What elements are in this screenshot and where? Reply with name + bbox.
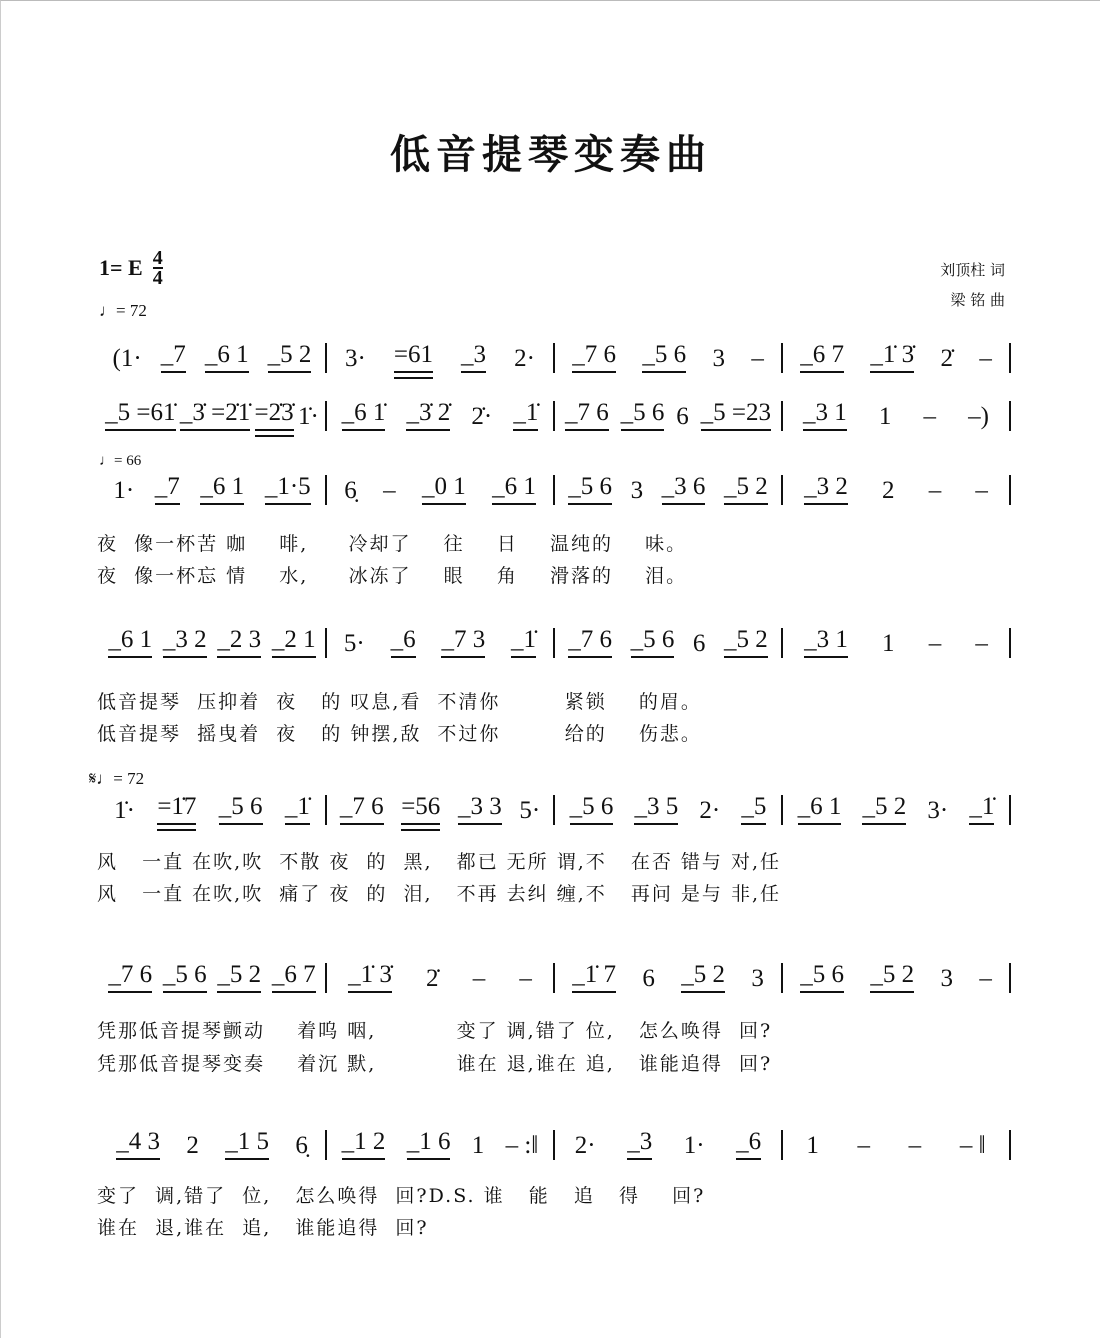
note-group: =56 (401, 793, 440, 825)
bar-line (1009, 1130, 1011, 1160)
measure (783, 399, 1009, 431)
note-group: – (928, 477, 942, 504)
bar-line (1009, 343, 1011, 373)
measure (327, 793, 553, 825)
note-group: =2̇3̇ (255, 399, 294, 431)
bar-line (1009, 795, 1011, 825)
notation-system (99, 1128, 1011, 1160)
note-group: _3 2 (804, 473, 848, 505)
note-group: _6 7 (272, 961, 316, 993)
measure (555, 341, 781, 373)
note-group: 1 (471, 1132, 485, 1159)
lyric-line: 夜 像一杯苦 咖 啡, 冷却了 往 日 温纯的 味。 (97, 533, 688, 555)
note-group: _5 6 (163, 961, 207, 993)
bar-line (1009, 475, 1011, 505)
note-group: _7 3 (441, 626, 485, 658)
notation-system (99, 341, 1011, 373)
note-group: _7 (161, 341, 186, 373)
note-group: –) (968, 403, 989, 430)
tempo-marking: ♩= 66 (99, 453, 142, 469)
note-group: _5 2 (724, 626, 768, 658)
note-group: _5 2 (217, 961, 261, 993)
note-group: _0 1 (422, 473, 466, 505)
note-group: 5· (519, 797, 541, 824)
note-group: 1̇· (297, 403, 319, 430)
note-group: – (472, 965, 486, 992)
note-group: 1 (806, 1132, 819, 1159)
note-group: _2 1 (272, 626, 316, 658)
note-group: _6 (736, 1128, 761, 1160)
note-group: _5 6 (219, 793, 263, 825)
note-group: _1̇ (511, 626, 536, 658)
note-group: _2 3 (217, 626, 261, 658)
measure (99, 399, 325, 431)
notation-system (99, 626, 1011, 658)
note-group: _5 6 (568, 473, 612, 505)
note-group: _1̇ (513, 399, 538, 431)
note-group: _1̇ 3̇ (870, 341, 914, 373)
note-group: 2· (699, 797, 721, 824)
measure (327, 626, 553, 658)
notation-system (99, 961, 1011, 993)
note-group: _5 2 (268, 341, 312, 373)
note-group: – (979, 345, 992, 372)
note-group: _1·5 (265, 473, 311, 505)
measure (99, 793, 325, 825)
note-group: _3̇ =2̇1̇ (180, 399, 250, 431)
measure (555, 961, 781, 993)
lyric-line: 谁在 退,谁在 追, 谁能追得 回? (97, 1217, 429, 1239)
note-group: – (857, 1132, 870, 1159)
note-group: – (975, 477, 988, 504)
note-group: _5 6 (642, 341, 686, 373)
note-group: _3 3 (458, 793, 502, 825)
note-group: _5 =23 (701, 399, 771, 431)
measure (99, 341, 325, 373)
note-group: _5 2 (870, 961, 914, 993)
note-group: – (519, 965, 532, 992)
note-group: _6 1 (492, 473, 536, 505)
note-group: 5· (343, 630, 365, 657)
note-group: – (383, 477, 396, 504)
note-group: – (975, 630, 988, 657)
note-group: 2· (514, 345, 535, 372)
measure (783, 793, 1009, 825)
note-group: _7 6 (340, 793, 384, 825)
measure (99, 1128, 325, 1160)
measure (555, 626, 781, 658)
measure (783, 341, 1009, 373)
note-group: _6 1 (798, 793, 842, 825)
note-group: 3 (630, 477, 644, 504)
note-group: _5 2 (724, 473, 768, 505)
note-group: =1̇7 (157, 793, 196, 825)
note-group: _1̇ (285, 793, 310, 825)
note-group: _6 1̇ (342, 399, 386, 431)
measure (327, 961, 553, 993)
credits (940, 255, 1005, 315)
note-group: 1· (683, 1132, 705, 1159)
note-group: =61 (394, 341, 433, 373)
note-group: 6 (692, 630, 706, 657)
segno-tempo-marking: 𝄋♩= 72 (89, 769, 145, 788)
note-group: 3 (712, 345, 725, 372)
note-group: – (928, 630, 942, 657)
note-group: 1 (882, 630, 895, 657)
lyricist: 刘顶柱 词 (940, 261, 1005, 279)
note-group: – (923, 403, 936, 430)
note-group: _7 6 (108, 961, 152, 993)
time-bottom: 4 (152, 267, 163, 289)
note-group: _7 6 (568, 626, 612, 658)
note-group: – (979, 965, 992, 992)
time-top: 4 (152, 247, 163, 269)
lyric-line: 夜 像一杯忘 情 水, 冰冻了 眼 角 滑落的 泪。 (97, 565, 688, 587)
note-group: – (908, 1132, 922, 1159)
note-group: _3 1 (804, 626, 848, 658)
lyric-line: 低音提琴 摇曳着 夜 的 钟摆,敌 不过你 给的 伤悲。 (97, 723, 702, 745)
measure (99, 961, 325, 993)
tempo-marking: ♩= 72 (99, 301, 147, 320)
note-group: 2· (574, 1132, 596, 1159)
lyric-line: 凭那低音提琴变奏 着沉 默, 谁在 退,谁在 追, 谁能追得 回? (97, 1053, 773, 1075)
measure (327, 399, 553, 431)
lyric-line: 风 一直 在吹,吹 痛了 夜 的 泪, 不再 去纠 缠,不 再问 是与 非,任 (97, 883, 781, 905)
note-group: 2̇ (426, 965, 439, 992)
key-label: 1= E (99, 255, 143, 280)
composer: 梁 铭 曲 (950, 291, 1005, 309)
measure (555, 473, 781, 505)
note-group: _3 2 (163, 626, 207, 658)
note-group: _1 6 (407, 1128, 451, 1160)
note-group: 2 (882, 477, 895, 504)
bar-line (1009, 963, 1011, 993)
note-group: 6̣ (344, 477, 357, 504)
lyric-line: 风 一直 在吹,吹 不散 夜 的 黑, 都已 无所 谓,不 在否 错与 对,任 (97, 851, 781, 873)
measure (783, 961, 1009, 993)
note-group: _7 (155, 473, 180, 505)
lyric-line: 低音提琴 压抑着 夜 的 叹息,看 不清你 紧锁 的眉。 (97, 691, 702, 713)
note-group: _3 (461, 341, 486, 373)
note-group: 1̇· (114, 797, 135, 824)
note-group: _1̇ 7 (572, 961, 616, 993)
note-group: _6 1 (205, 341, 249, 373)
note-group: _5 6 (800, 961, 844, 993)
notation-system (99, 793, 1011, 825)
measure (99, 473, 325, 505)
note-group: – (751, 345, 764, 372)
measure (783, 473, 1009, 505)
measure (783, 626, 1009, 658)
note-group: _1 2 (342, 1128, 386, 1160)
note-group: _6 1 (200, 473, 244, 505)
note-group: _5 6 (621, 399, 665, 431)
song-title: 低音提琴变奏曲 (390, 132, 712, 178)
note-group: _7 6 (572, 341, 616, 373)
note-group: 3· (927, 797, 949, 824)
note-group: (1· (112, 345, 142, 372)
note-group: _1 5 (225, 1128, 269, 1160)
note-group: _3 1 (803, 399, 847, 431)
note-group: _7 6 (565, 399, 609, 431)
note-group: _3 5 (634, 793, 678, 825)
measure (327, 341, 553, 373)
note-group: 3 (751, 965, 764, 992)
measure (99, 626, 325, 658)
measure (783, 1132, 1009, 1160)
note-group: 6̣ (295, 1132, 308, 1159)
note-group: _1̇ 3̇ (348, 961, 392, 993)
note-group: – ‖ (959, 1132, 986, 1159)
measure (327, 473, 553, 505)
measure (555, 1128, 781, 1160)
measure (555, 793, 781, 825)
note-group: 3 (940, 965, 953, 992)
note-group: _4 3 (116, 1128, 160, 1160)
note-group: _1̇ (969, 793, 994, 825)
note-group: 2 (186, 1132, 199, 1159)
note-group: _6 1 (108, 626, 152, 658)
note-group: _3 (627, 1128, 652, 1160)
note-group: 6 (676, 403, 689, 430)
note-group: – :‖ (505, 1132, 539, 1159)
note-group: _3̇ 2̇ (406, 399, 450, 431)
notation-system (99, 473, 1011, 505)
lyric-line: 变了 调,错了 位, 怎么唤得 回?D.S. 谁 能 追 得 回? (97, 1185, 706, 1207)
note-group: _6 (391, 626, 416, 658)
note-group: 1· (113, 477, 135, 504)
time-signature (153, 249, 163, 287)
bar-line (1009, 401, 1011, 431)
key-signature (99, 249, 163, 287)
note-group: _5 6 (631, 626, 675, 658)
measure (555, 399, 781, 431)
note-group: _3 6 (662, 473, 706, 505)
note-group: _5 =61̇ (105, 399, 175, 431)
note-group: 2̇· (471, 403, 493, 430)
note-group: _5 2 (862, 793, 906, 825)
note-group: 2̇ (940, 345, 953, 372)
measure (327, 1128, 553, 1160)
lyric-line: 凭那低音提琴颤动 着呜 咽, 变了 调,错了 位, 怎么唤得 回? (97, 1020, 773, 1042)
note-group: 6 (642, 965, 655, 992)
note-group: 1 (878, 403, 892, 430)
note-group: _5 6 (570, 793, 614, 825)
notation-system (99, 399, 1011, 431)
note-group: _5 (741, 793, 766, 825)
note-group: _6 7 (800, 341, 844, 373)
note-group: 3· (345, 345, 366, 372)
bar-line (1009, 628, 1011, 658)
note-group: _5 2 (681, 961, 725, 993)
